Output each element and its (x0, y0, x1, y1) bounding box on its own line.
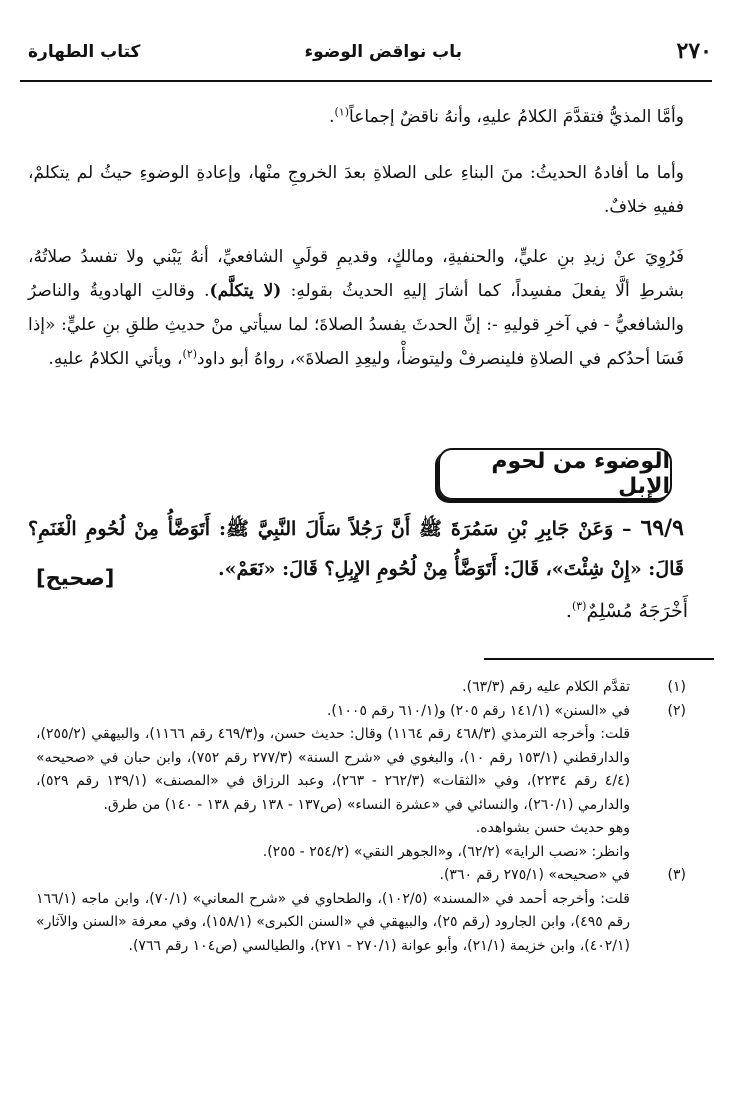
hadith-number: ٦٩/٩ (640, 515, 684, 541)
footnotes (36, 676, 686, 958)
footnote-line: قلت: وأخرجه الترمذي (٤٦٨/٣ رقم ١١٦٤) وقال: حديث حسن، و(٤٦٩/٣ رقم ١١٦٦)، والبيهقي (٢٥٥/٢)، والدارقطني (١٥٣/١ رقم ١٠)، والبغوي في «شرح السنة» (٢٧٧/٣ رقم ٧٥٢)، وابن حبان في «صحيحه» (٤/٤ رقم ٢٢٣٤)، وفي «الثقات» (٢٦٢/٣ - ٢٦٣)، وعبد الرزاق في «المصنف» (١٣٩/١ رقم ٥٢٩)، والدارمي (٢٦٠/١)، والنسائي في «عشرة النساء» (ص١٣٧ - ١٣٨ رقم ١٣٨ - ١٤٠) من طرق. (36, 726, 631, 813)
footnote-line: في «صحيحه» (٢٧٥/١ رقم ٣٦٠). (439, 867, 630, 883)
footnote-divider (484, 658, 714, 660)
quoted-hadith: «إذا فَسَا أحدُكم في الصلاةِ فلينصرفْ وليتوضأْ، وليعِدِ الصلاةَ» (28, 315, 684, 369)
chapter-title: باب نواقض الوضوء (304, 42, 462, 62)
footnote-line: قلت: وأخرجه أحمد في «المسند» (١٠٢/٥)، والطحاوي في «شرح المعاني» (٧٠/١)، وابن ماجه (١٦٦/١ رقم ٤٩٥)، وابن الجارود (رقم ٢٥)، والبيهقي في «السنن الكبرى» (١٥٨/١)، وفي معرفة «السنن والآثار» (٤٠٢/١)، وابن خزيمة (٢١/١)، وأبو عوانة (٢٧٠/١ - ٢٧١)، والطيالسي (ص١٠٤ رقم ٧٦٦). (36, 890, 631, 954)
footnote-1 (36, 676, 686, 700)
footnote-ref-2[interactable]: (٢) (182, 347, 198, 361)
book-title: كتاب الطهارة (28, 42, 141, 62)
quoted-phrase: (لا يتكلَّم) (209, 281, 282, 301)
paragraph-scholarly-opinions: فَرُوِيَ عنْ زيدِ بنِ عليٍّ، والحنفيةِ، ومالكٍ، وقديمِ قولَيِ الشافعيِّ، أنهُ يَبْني ولا تفسدُ صلاتُهُ، بشرطِ ألَّا يفعلَ مفسِداً، كما أشارَ إليهِ الحديثُ بقولهِ: (لا يتكلَّم). وقالتِ الهادويةُ والناصرُ والشافعيُّ - في آخرِ قوليهِ -: إنَّ الحدثَ يفسدُ الصلاةَ؛ لما سيأتي منْ حديثِ طلقِ بنِ عليٍّ: «إذا فَسَا أحدُكم في الصلاةِ فلينصرفْ وليتوضأْ، وليعِدِ الصلاةَ»، رواهُ أبو داود$^{(٢)}$، ويأتي الكلامُ عليهِ. (28, 247, 684, 369)
page-header (20, 34, 712, 82)
footnote-mark: (١) (667, 679, 686, 695)
hadith-source: أَخْرَجَهُ مُسْلِمٌ$^{(٣)}$. (565, 599, 688, 622)
footnote-2 (36, 700, 686, 865)
footnote-line: وهو حديث حسن بشواهده. (475, 820, 630, 836)
hadith-body: – وَعَنْ جَابِرِ بْنِ سَمُرَةَ ﷺ أَنَّ رَجُلاً سَأَلَ النَّبِيَّ ﷺ: أَتَوَضَّأُ مِنْ لُحُومِ الْغَنَمِ؟ قَالَ: «إِنْ شِئْتَ»، قَالَ: أَتَوَضَّأُ مِنْ لُحُومِ الإِبِلِ؟ قَالَ: «نَعَمْ». (28, 518, 684, 580)
footnote-line: في «السنن» (١٤١/١ رقم ٢٠٥) و(٦١٠/١ رقم ١٠٠٥). (326, 702, 630, 719)
main-text (28, 100, 684, 392)
hadith-text (28, 508, 684, 589)
header-divider (20, 80, 712, 82)
footnote-3 (36, 864, 686, 958)
paragraph-hadith-benefit: وأما ما أفادهُ الحديثُ: منَ البناءِ على الصلاةِ بعدَ الخروجِ منْها، وإعادةِ الوضوءِ حيثُ لم يتكلمْ، ففيهِ خلافٌ. (28, 163, 684, 217)
footnote-ref-3[interactable]: (٣) (571, 599, 587, 613)
footnote-ref-1[interactable]: (١) (334, 105, 350, 119)
section-heading: الوضوء من لحوم الإبل (438, 448, 672, 500)
footnote-line: وانظر: «نصب الراية» (٦٢/٢)، و«الجوهر النقي» (٢٥٤/٢ - ٢٥٥). (262, 843, 630, 860)
page-number: ٢٧٠ (676, 38, 712, 64)
footnote-mark: (٣) (667, 867, 686, 883)
footnote-line: تقدَّم الكلام عليه رقم (٦٣/٣). (462, 679, 630, 695)
paragraph-madhi: وأمَّا المذيُّ فتقدَّمَ الكلامُ عليهِ، وأنهُ ناقضٌ إجماعاً$^{(١)}$. (329, 105, 684, 127)
footnote-mark: (٢) (667, 702, 686, 719)
hadith-grade: [صحيح] (36, 566, 115, 590)
